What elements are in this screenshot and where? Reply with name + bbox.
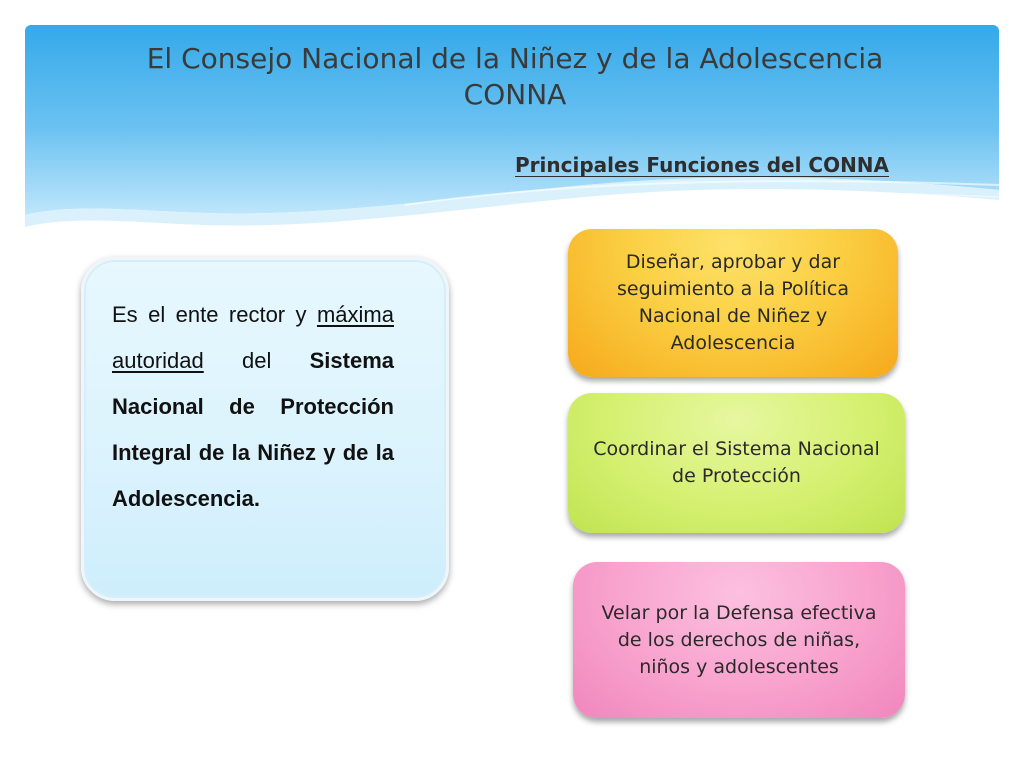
title-line-1: El Consejo Nacional de la Niñez y de la Adolescencia [146,42,884,75]
function-card-coordinate-system [568,393,905,533]
definition-text [112,292,394,522]
slide-subtitle: Principales Funciones del CONNA [515,153,890,177]
title-line-2: CONNA [463,78,567,111]
definition-part-3: del [203,348,310,373]
function-text-2: Coordinar el Sistema Nacional de Protección [593,438,880,487]
function-card-design-policy [568,229,898,377]
function-card-defend-rights [573,562,905,718]
function-text-3: Velar por la Defensa efectiva de los derechos de niñas, niños y adolescentes [601,601,877,678]
definition-underlined: máxima autoridad [112,302,394,373]
definition-part-1: Es el ente rector y [112,302,317,327]
function-text-1: Diseñar, aprobar y dar seguimiento a la Política Nacional de Niñez y Adolescencia [616,251,850,354]
slide-title [65,41,965,113]
definition-bold: Sistema Nacional de Protección Integral de la Niñez y de la Adolescencia. [112,348,394,511]
